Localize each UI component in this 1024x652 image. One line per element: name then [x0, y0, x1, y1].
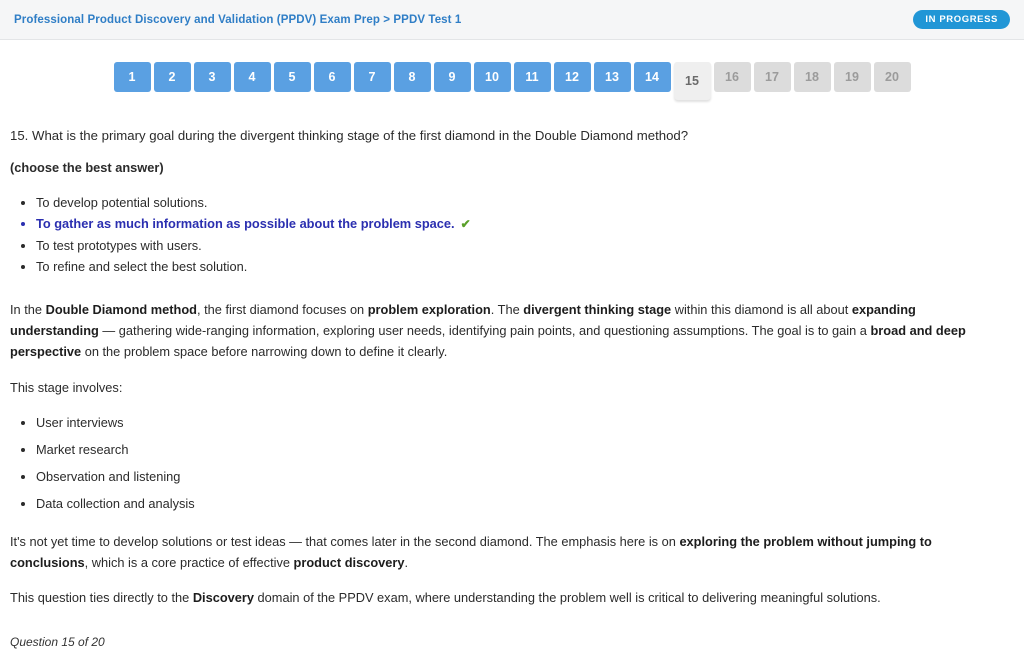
pager-item-3[interactable]: 3	[194, 62, 231, 92]
question-progress: Question 15 of 20	[10, 635, 105, 650]
emphasis-text: divergent thinking stage	[523, 301, 672, 317]
explanation-paragraph-3	[10, 587, 1002, 608]
pager-item-13[interactable]: 13	[594, 62, 631, 92]
pager-item-11[interactable]: 11	[514, 62, 551, 92]
explanation-list-item: • User interviews	[36, 412, 1002, 434]
body-text: , the first diamond focuses on	[197, 301, 368, 317]
answer-option-label: To develop potential solutions.	[36, 194, 208, 210]
emphasis-text: exploring the problem without jumping to conclusions	[10, 533, 932, 570]
status-badge: IN PROGRESS	[913, 10, 1010, 29]
pager-item-15[interactable]: 15	[674, 62, 711, 100]
pager-item-5[interactable]: 5	[274, 62, 311, 92]
question-content	[0, 100, 1024, 652]
answer-option-label: To refine and select the best solution.	[36, 258, 248, 274]
answer-option-label: To gather as much information as possible about the problem space.	[36, 215, 455, 231]
emphasis-text: problem exploration	[367, 301, 491, 317]
question-pager-container	[0, 40, 1024, 100]
pager-item-16[interactable]: 16	[714, 62, 751, 92]
pager-item-10[interactable]: 10	[474, 62, 511, 92]
emphasis-text: Discovery	[192, 590, 254, 606]
emphasis-text: product discovery	[293, 554, 405, 570]
emphasis-text: expanding understanding	[10, 301, 916, 339]
explanation-list-item: • Observation and listening	[36, 466, 1002, 488]
explanation-list-item: • Data collection and analysis	[36, 493, 1002, 515]
body-text: In the	[10, 301, 46, 317]
breadcrumb[interactable]: Professional Product Discovery and Validation (PPDV) Exam Prep > PPDV Test 1	[14, 13, 462, 26]
pager-item-1[interactable]: 1	[114, 62, 151, 92]
pager-item-17[interactable]: 17	[754, 62, 791, 92]
pager-item-6[interactable]: 6	[314, 62, 351, 92]
answer-option[interactable]	[36, 192, 1002, 213]
pager-item-7[interactable]: 7	[354, 62, 391, 92]
pager-item-19[interactable]: 19	[834, 62, 871, 92]
explanation-list-intro: This stage involves:	[10, 379, 123, 395]
body-text: It's not yet time to develop solutions or test ideas — that comes later in the second diamond. The emphasis here is on	[10, 533, 680, 549]
explanation-list	[10, 412, 1002, 515]
explanation-paragraph-2	[10, 531, 1002, 573]
check-icon: ✔	[460, 216, 471, 231]
pager-item-8[interactable]: 8	[394, 62, 431, 92]
app-header	[0, 0, 1024, 40]
pager-item-4[interactable]: 4	[234, 62, 271, 92]
pager-item-18[interactable]: 18	[794, 62, 831, 92]
answer-option-label: To test prototypes with users.	[36, 237, 202, 253]
answer-options	[10, 192, 1002, 277]
pager-item-14[interactable]: 14	[634, 62, 671, 92]
pager-item-9[interactable]: 9	[434, 62, 471, 92]
pager-item-2[interactable]: 2	[154, 62, 191, 92]
question-instruction: (choose the best answer)	[10, 160, 164, 176]
body-text: This question ties directly to the	[10, 590, 193, 606]
body-text: on the problem space before narrowing down to define it clearly.	[81, 344, 448, 360]
answer-option-correct[interactable]	[36, 213, 1002, 235]
explanation-paragraph-1	[10, 299, 1002, 363]
emphasis-text: Double Diamond method	[45, 301, 198, 317]
answer-option[interactable]	[36, 256, 1002, 277]
question-pager[interactable]	[114, 62, 911, 100]
pager-item-20[interactable]: 20	[874, 62, 911, 92]
pager-item-12[interactable]: 12	[554, 62, 591, 92]
body-text: , which is a core practice of effective	[84, 554, 294, 570]
answer-option[interactable]	[36, 235, 1002, 256]
body-text: . The	[490, 301, 524, 317]
body-text: domain of the PPDV exam, where understanding the problem well is critical to delivering meaningful solutions.	[254, 590, 881, 606]
emphasis-text: broad and deep perspective	[10, 323, 966, 360]
question-text: 15. What is the primary goal during the divergent thinking stage of the first diamond in the Double Diamond method?	[10, 128, 689, 143]
explanation-list-item: • Market research	[36, 439, 1002, 461]
body-text: within this diamond is all about	[671, 301, 852, 317]
body-text: — gathering wide-ranging information, exploring user needs, identifying pain points, and questioning assumptions. The goal is to gain a	[98, 323, 871, 339]
body-text: .	[404, 554, 409, 570]
